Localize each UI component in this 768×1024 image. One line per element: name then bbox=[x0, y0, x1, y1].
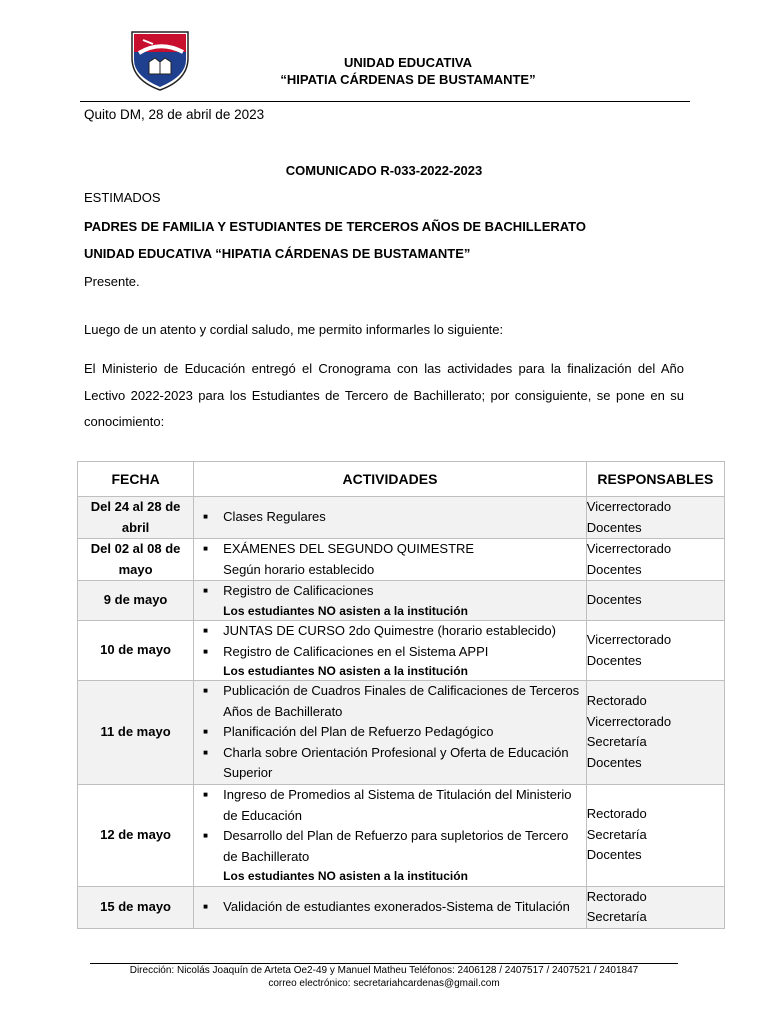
greeting: ESTIMADOS bbox=[84, 190, 161, 205]
body-paragraph: El Ministerio de Educación entregó el Cronograma con las actividades para la finalización del Año Lectivo 2022-2023 para los Estudiantes de Tercero de Bachillerato; por consiguiente, se pone en su conocimiento: bbox=[84, 361, 684, 429]
row-responsables: Docentes bbox=[586, 581, 724, 621]
table-row bbox=[78, 886, 725, 928]
row-responsables: Vicerrectorado Docentes bbox=[586, 621, 724, 681]
table-row bbox=[78, 784, 725, 886]
table-row bbox=[78, 497, 725, 539]
communique-code: COMUNICADO R-033-2022-2023 bbox=[285, 163, 483, 178]
institution-name: “HIPATIA CÁRDENAS DE BUSTAMANTE” bbox=[280, 72, 536, 87]
row-responsables: Vicerrectorado Docentes bbox=[586, 539, 724, 581]
bullet-icon: ■ bbox=[203, 831, 209, 840]
bullet-icon: ■ bbox=[203, 686, 209, 695]
footer-address: Dirección: Nicolás Joaquín de Arteta Oe2-49 y Manuel Matheu Teléfonos: 2406128 / 2407517 / 2407521 / 2401847 bbox=[129, 965, 639, 976]
footer-email: correo electrónico: secretariahcardenas@gmail.com bbox=[268, 978, 500, 989]
activity-item: ■ JUNTAS DE CURSO 2do Quimestre (horario establecido) bbox=[194, 621, 586, 642]
recipients-line-2: UNIDAD EDUCATIVA “HIPATIA CÁRDENAS DE BUSTAMANTE” bbox=[84, 246, 471, 261]
row-date: Del 02 al 08 de mayo bbox=[78, 539, 194, 581]
row-activities bbox=[194, 784, 587, 886]
bullet-icon: ■ bbox=[203, 790, 209, 799]
row-activities bbox=[194, 886, 587, 928]
attendance-note: Los estudiantes NO asisten a la institución bbox=[223, 664, 468, 678]
bullet-icon: ■ bbox=[203, 901, 209, 911]
row-date: 10 de mayo bbox=[78, 621, 194, 681]
activity-item: ■ Planificación del Plan de Refuerzo Pedagógico bbox=[194, 722, 586, 743]
bullet-icon: ■ bbox=[203, 512, 209, 522]
row-responsables: Rectorado Vicerrectorado Secretaría Docentes bbox=[586, 681, 724, 785]
row-responsables: Rectorado Secretaría bbox=[586, 886, 724, 928]
activity-item: ■ Desarrollo del Plan de Refuerzo para supletorios de Tercero de Bachillerato bbox=[203, 828, 569, 864]
activity-item: ■ Clases Regulares bbox=[194, 507, 586, 528]
activity-item: ■ EXÁMENES DEL SEGUNDO QUIMESTRE bbox=[194, 539, 586, 560]
activity-item: ■ Ingreso de Promedios al Sistema de Titulación del Ministerio de Educación bbox=[203, 787, 572, 823]
row-date: 9 de mayo bbox=[78, 581, 194, 621]
row-date: 12 de mayo bbox=[78, 784, 194, 886]
bullet-icon: ■ bbox=[203, 586, 209, 596]
header-actividades: ACTIVIDADES bbox=[194, 462, 587, 497]
table-row bbox=[78, 539, 725, 581]
header-responsables: RESPONSABLES bbox=[586, 462, 724, 497]
bullet-icon: ■ bbox=[203, 747, 209, 757]
activity-subtext: Según horario establecido bbox=[223, 561, 375, 577]
row-date: 15 de mayo bbox=[78, 886, 194, 928]
table-header-row bbox=[78, 462, 725, 497]
attendance-note: Los estudiantes NO asisten a la institución bbox=[223, 603, 468, 618]
schedule-table bbox=[77, 461, 725, 929]
table-row bbox=[78, 681, 725, 785]
row-responsables: Vicerrectorado Docentes bbox=[586, 497, 724, 539]
institution-type: UNIDAD EDUCATIVA bbox=[343, 55, 473, 70]
row-responsables: Rectorado Secretaría Docentes bbox=[586, 784, 724, 886]
row-activities bbox=[194, 581, 587, 621]
footer-divider bbox=[90, 963, 678, 964]
row-activities bbox=[194, 539, 587, 581]
bullet-icon: ■ bbox=[203, 646, 209, 656]
row-date: 11 de mayo bbox=[78, 681, 194, 785]
recipients-line-1: PADRES DE FAMILIA Y ESTUDIANTES DE TERCEROS AÑOS DE BACHILLERATO bbox=[84, 219, 586, 234]
row-activities bbox=[194, 621, 587, 681]
bullet-icon: ■ bbox=[203, 727, 209, 736]
presente: Presente. bbox=[84, 274, 140, 289]
table-row bbox=[78, 581, 725, 621]
activity-item: ■ Validación de estudiantes exonerados-Sistema de Titulación bbox=[194, 897, 586, 918]
activity-item: ■ Registro de Calificaciones bbox=[194, 581, 586, 602]
header-divider bbox=[80, 101, 690, 102]
row-activities bbox=[194, 681, 587, 785]
activity-item: ■ Publicación de Cuadros Finales de Calificaciones de Terceros Años de Bachillerato bbox=[203, 683, 580, 719]
salute: Luego de un atento y cordial saludo, me permito informarles lo siguiente: bbox=[84, 322, 504, 337]
bullet-icon: ■ bbox=[203, 626, 209, 635]
header-fecha: FECHA bbox=[78, 462, 194, 497]
activity-item: ■ Charla sobre Orientación Profesional y Oferta de Educación Superior bbox=[203, 744, 569, 780]
attendance-note: Los estudiantes NO asisten a la institución bbox=[223, 869, 468, 883]
activity-item: ■ Registro de Calificaciones en el Sistema APPI bbox=[194, 642, 586, 663]
row-date: Del 24 al 28 de abril bbox=[78, 497, 194, 539]
place-date: Quito DM, 28 de abril de 2023 bbox=[84, 107, 265, 122]
table-row bbox=[78, 621, 725, 681]
bullet-icon: ■ bbox=[203, 544, 209, 553]
row-activities bbox=[194, 497, 587, 539]
